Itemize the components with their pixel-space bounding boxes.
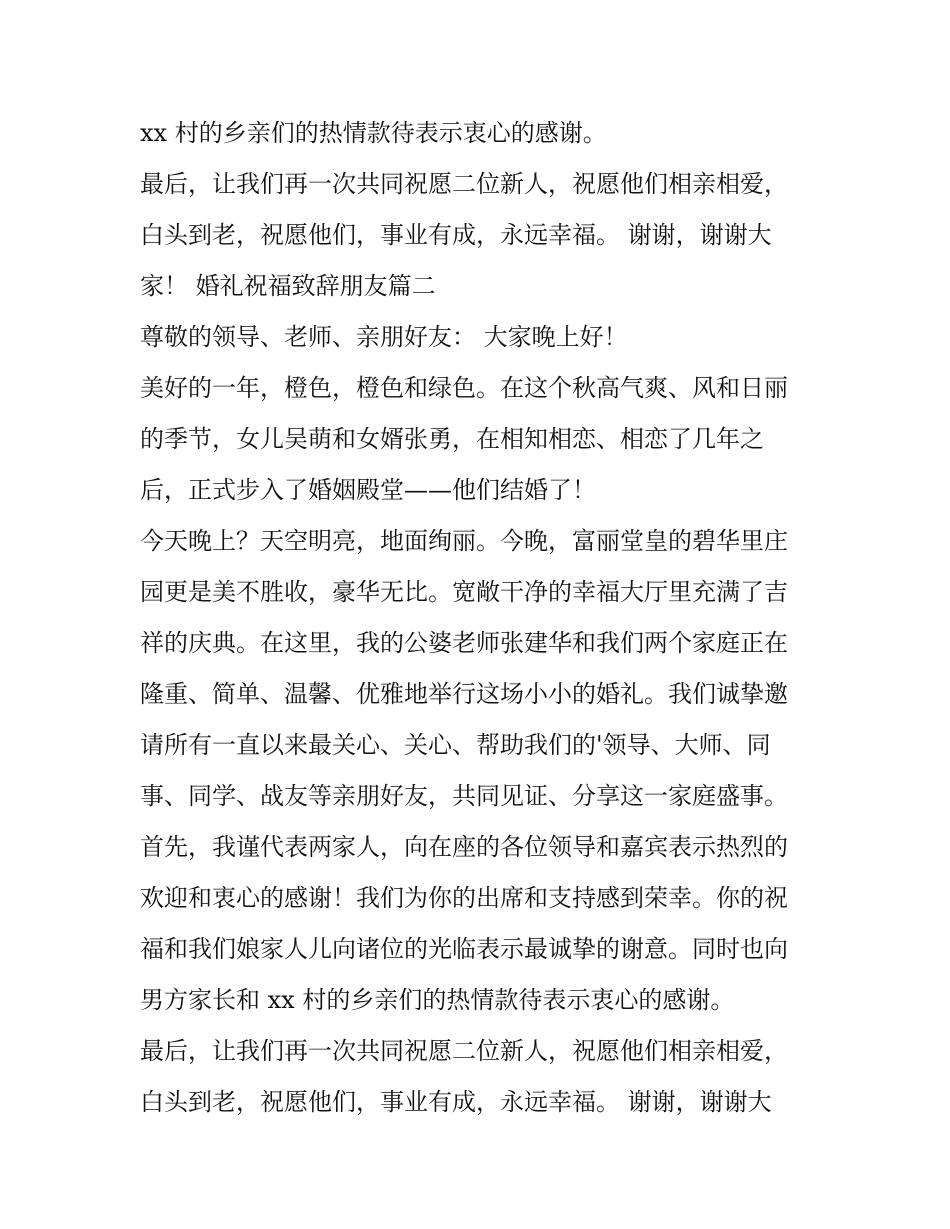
body-text (140, 108, 820, 1128)
text-line: 尊敬的领导、老师、亲朋好友： 大家晚上好！ (140, 323, 628, 351)
text-line: 最后，让我们再一次共同祝愿二位新人，祝愿他们相亲相爱， (140, 170, 788, 198)
text-line: 家！ 婚礼祝福致辞朋友篇二 (140, 272, 436, 300)
text-line: 请所有一直以来最关心、关心、帮助我们的'领导、大师、同 (140, 731, 771, 759)
text-line: 祥的庆典。在这里，我的公婆老师张建华和我们两个家庭正在 (140, 629, 788, 657)
text-line: 隆重、简单、温馨、优雅地举行这场小小的婚礼。我们诚挚邀 (140, 680, 788, 708)
text-line: 最后，让我们再一次共同祝愿二位新人，祝愿他们相亲相爱， (140, 1037, 788, 1065)
text-line: 白头到老，祝愿他们，事业有成，永远幸福。 谢谢，谢谢大 (140, 1088, 772, 1116)
text-line: 园更是美不胜收，豪华无比。宽敞干净的幸福大厅里充满了吉 (140, 578, 788, 606)
text-line: xx 村的乡亲们的热情款待表示衷心的感谢。 (140, 119, 607, 147)
text-line: 福和我们娘家人儿向诸位的光临表示最诚挚的谢意。同时也向 (140, 935, 788, 963)
text-line: 白头到老，祝愿他们，事业有成，永远幸福。 谢谢，谢谢大 (140, 221, 772, 249)
text-line: 今天晚上？天空明亮，地面绚丽。今晚，富丽堂皇的碧华里庄 (140, 527, 788, 555)
text-line: 后，正式步入了婚姻殿堂——他们结婚了！ (140, 476, 596, 504)
text-line: 事、同学、战友等亲朋好友，共同见证、分享这一家庭盛事。 (140, 782, 788, 810)
text-line: 男方家长和 xx 村的乡亲们的热情款待表示衷心的感谢。 (140, 986, 735, 1014)
text-line: 的季节，女儿吴萌和女婿张勇，在相知相恋、相恋了几年之 (140, 425, 764, 453)
text-line: 美好的一年，橙色，橙色和绿色。在这个秋高气爽、风和日丽 (140, 374, 788, 402)
text-line: 首先，我谨代表两家人，向在座的各位领导和嘉宾表示热烈的 (140, 833, 788, 861)
text-line: 欢迎和衷心的感谢！我们为你的出席和支持感到荣幸。你的祝 (140, 884, 788, 912)
